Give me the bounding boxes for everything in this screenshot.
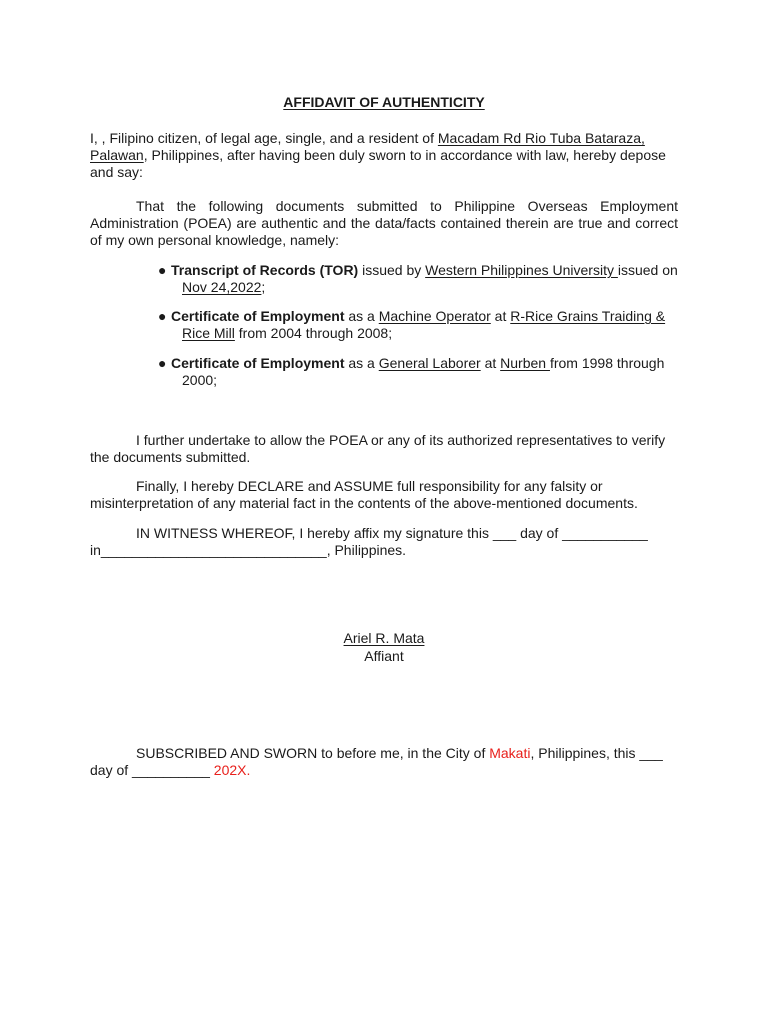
intro-paragraph bbox=[90, 130, 678, 181]
address-line-2: Palawan bbox=[90, 147, 144, 163]
employer-name-line-1: R-Rice Grains Traiding & bbox=[510, 308, 666, 324]
address-line-1: Macadam Rd Rio Tuba Bataraza, bbox=[437, 130, 645, 146]
connector-text: issued on bbox=[617, 262, 678, 278]
jurat-lead: SUBSCRIBED AND SWORN to before me, in the City of bbox=[136, 745, 490, 761]
bullet-icon: ● bbox=[158, 262, 167, 278]
document-name: Certificate of Employment bbox=[171, 308, 345, 324]
period-text: from 1998 through bbox=[549, 355, 665, 371]
connector-text: as a bbox=[344, 308, 379, 324]
document-title: AFFIDAVIT OF AUTHENTICITY bbox=[283, 94, 485, 110]
bullet-icon: ● bbox=[158, 308, 167, 324]
intro-rest: , Philippines, after having been duly sworn to in accordance with law, hereby depose and say: bbox=[90, 147, 666, 180]
witness-paragraph bbox=[90, 525, 678, 559]
witness-line-1: IN WITNESS WHEREOF, I hereby affix my signature this ___ day of ___________ bbox=[136, 525, 648, 541]
position-name: Machine Operator bbox=[378, 308, 491, 324]
period-text: from 2004 through 2008; bbox=[234, 325, 393, 341]
document-name: Certificate of Employment bbox=[171, 355, 345, 371]
continuation-line bbox=[158, 372, 678, 389]
jurat-mid: , Philippines, this ___ bbox=[530, 745, 663, 761]
connector-text: at bbox=[480, 355, 501, 371]
bullet-icon: ● bbox=[158, 355, 167, 371]
documents-paragraph: That the following documents submitted to Philippine Overseas Employment Administration (POEA) are authentic and the data/facts contained therein are true and correct of my own personal knowledge, namely: bbox=[90, 198, 678, 248]
list-item-employment-2 bbox=[158, 355, 678, 389]
continuation-line bbox=[158, 279, 678, 296]
affiant-name: Ariel R. Mata bbox=[343, 630, 425, 646]
connector-text: as a bbox=[344, 355, 379, 371]
intro-lead: I, , Filipino citizen, of legal age, single, and a resident of bbox=[90, 130, 438, 146]
continuation-line bbox=[158, 325, 678, 342]
connector-text: issued by bbox=[358, 262, 426, 278]
city-placeholder: Makati bbox=[489, 745, 531, 761]
document-name: Transcript of Records (TOR) bbox=[171, 262, 359, 278]
list-item-tor bbox=[158, 262, 678, 296]
connector-text: at bbox=[490, 308, 511, 324]
jurat-line-2: day of __________ bbox=[90, 762, 214, 778]
affiant-label: Affiant bbox=[364, 648, 404, 664]
jurat-paragraph bbox=[90, 745, 678, 779]
employer-name: Nurben bbox=[500, 355, 550, 371]
declaration-paragraph: Finally, I hereby DECLARE and ASSUME full responsibility for any falsity or misinterpretation of any material fact in the contents of the above-mentioned documents. bbox=[90, 478, 638, 511]
terminator-text: ; bbox=[261, 279, 266, 295]
position-name: General Laborer bbox=[378, 355, 481, 371]
undertaking-paragraph: I further undertake to allow the POEA or any of its authorized representatives to verify the documents submitted. bbox=[90, 432, 666, 465]
issue-date: Nov 24,2022 bbox=[182, 279, 262, 295]
employer-name-line-2: Rice Mill bbox=[182, 325, 235, 341]
period-text-end: 2000; bbox=[182, 372, 218, 388]
witness-line-2: in_____________________________, Philippines. bbox=[90, 542, 407, 558]
list-item-employment-1 bbox=[158, 308, 678, 342]
year-placeholder: 202X. bbox=[213, 762, 251, 778]
issuer-name: Western Philippines University bbox=[425, 262, 618, 278]
